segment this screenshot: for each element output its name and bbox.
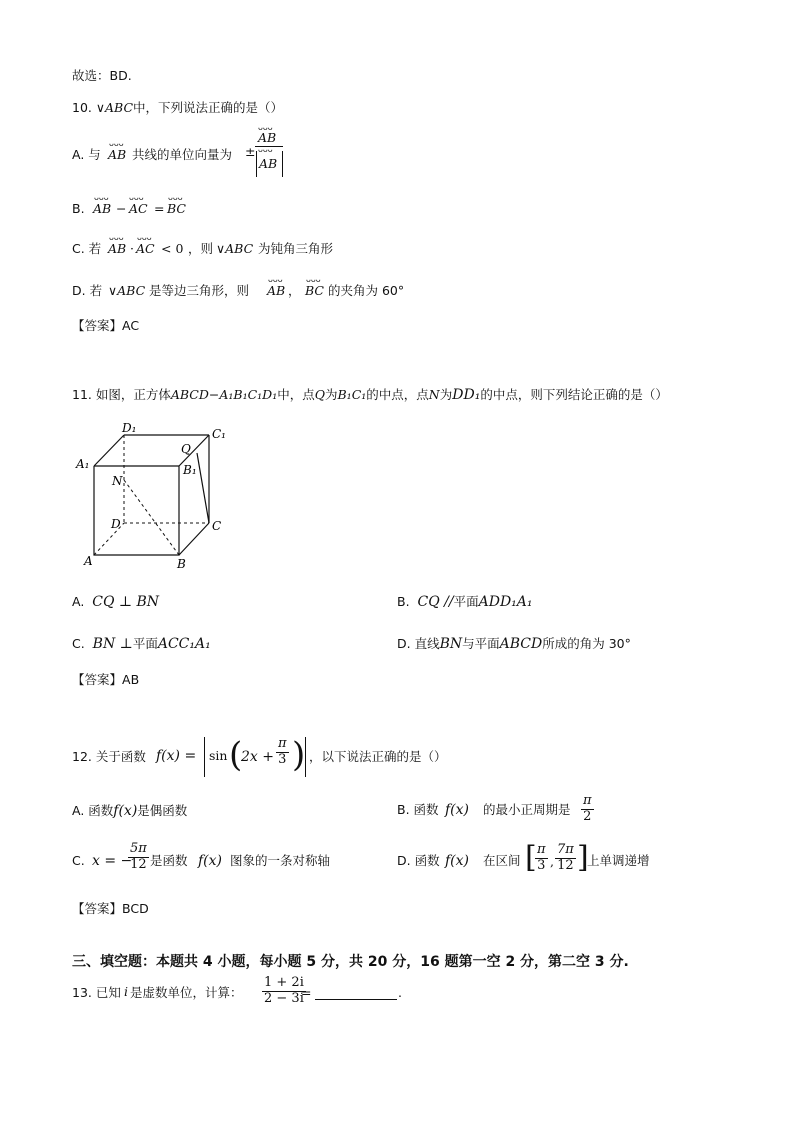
q10-answer: 【答案】AC: [72, 318, 140, 333]
label-b1: B₁: [183, 463, 197, 477]
answer-blank[interactable]: [315, 999, 397, 1000]
label-d: D: [111, 517, 121, 531]
section-heading: 三、填空题：本题共 4 小题，每小题 5 分，共 20 分，16 题第一空 2 分，第二空 3 分.: [72, 954, 629, 970]
label-d1: D₁: [122, 421, 137, 435]
q11-option-c: C. BN ⊥平面ACC₁A₁: [72, 636, 211, 652]
previous-answer: 故选：BD.: [72, 68, 132, 83]
label-b: B: [177, 557, 186, 571]
q12-option-b: B. 函数 f(x) 的最小正周期是 $\frac{\pi}{2}$: [397, 793, 592, 824]
q12-option-c: C. x = − $\frac{5\pi}{12}$ 是函数 f(x) 图象的一条对称轴: [72, 841, 331, 872]
q11-stem: 11. 如图，正方体ABCD−A₁B₁C₁D₁中，点Q为B₁C₁的中点，点N为DD₁的中点，则下列结论正确的是（）: [72, 387, 668, 403]
label-a1: A₁: [76, 457, 90, 471]
q11-option-a: A. CQ ⊥ BN: [72, 594, 160, 610]
q11-option-b: B. CQ //平面ADD₁A₁: [397, 594, 533, 610]
q12-option-a: A. 函数f(x)是偶函数: [72, 803, 188, 819]
label-c: C: [212, 519, 222, 533]
cube-figure: [72, 420, 242, 575]
q12-stem: 12. 关于函数 f(x) = sin ( 2x + $\frac{\pi}{3}$ ) ，以下说法正确的是（）: [72, 735, 447, 775]
q12-answer: 【答案】BCD: [72, 901, 149, 916]
label-n: N: [112, 474, 123, 488]
q12-option-d: D. 函数 f(x) 在区间 [ $\frac{\pi}{3}$ , $\frac{7\pi}{12}$ ] 上单调递增: [397, 840, 650, 875]
q13-stem: 13. 已知 i 是虚数单位，计算： $\frac{1 + 2i}{2 - 3i}$ = .: [72, 975, 402, 1006]
label-a: A: [84, 554, 93, 568]
label-c1: C₁: [212, 427, 226, 441]
label-q: Q: [181, 442, 191, 456]
q11-answer: 【答案】AB: [72, 672, 140, 687]
q11-option-d: D. 直线BN与平面ABCD所成的角为 30°: [397, 636, 631, 652]
q10-stem: 10. ∨ABC中，下列说法正确的是（）: [72, 100, 284, 115]
